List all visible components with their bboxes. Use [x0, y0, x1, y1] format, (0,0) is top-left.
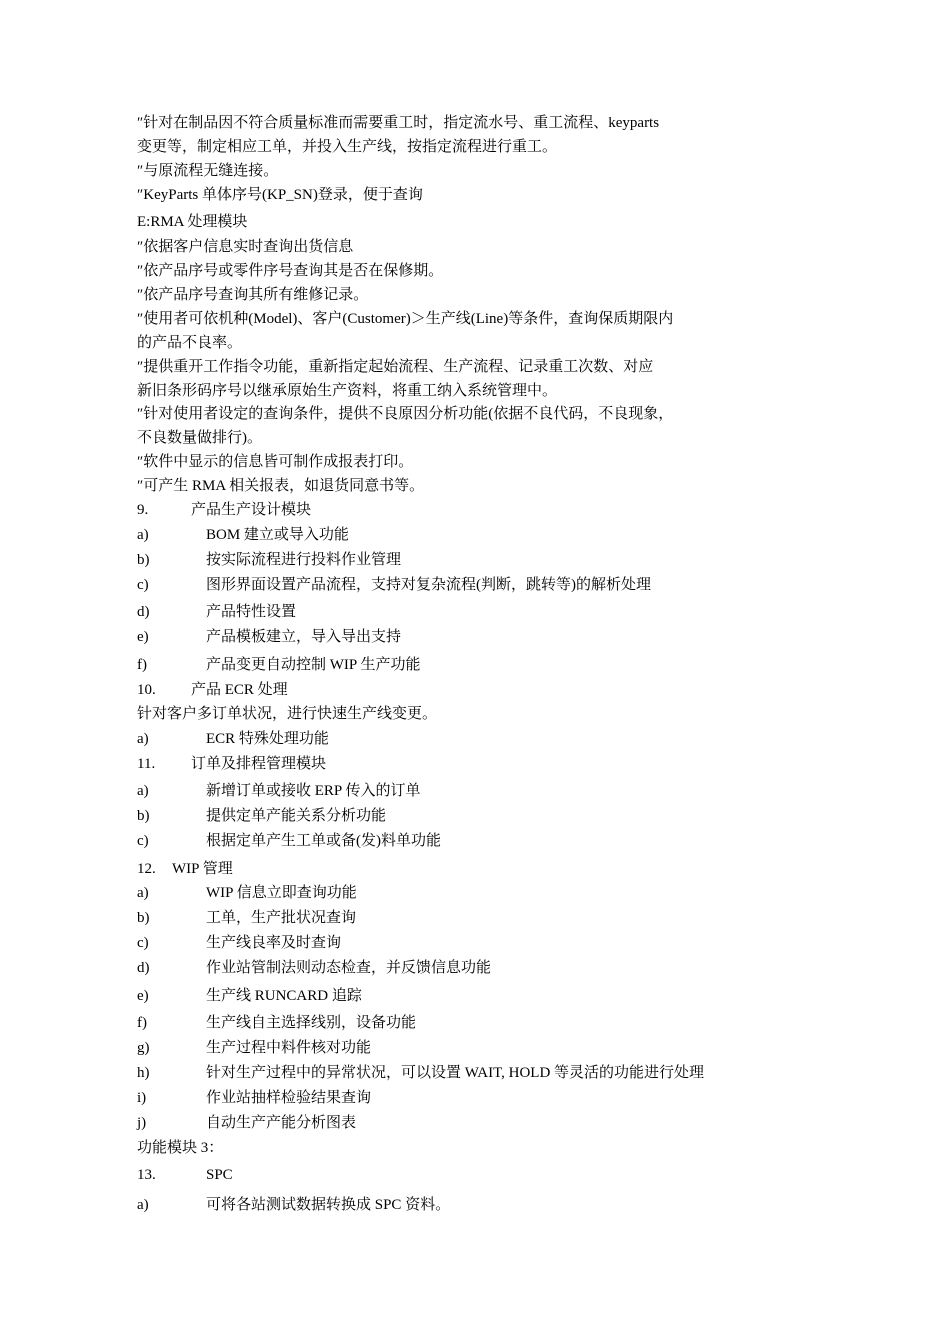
text-line: ″依据客户信息实时查询出货信息: [137, 239, 354, 255]
item-marker: a): [137, 885, 149, 901]
text-line: ″与原流程无缝连接。: [137, 163, 279, 179]
item-marker: c): [137, 833, 149, 849]
section-title: SPC: [206, 1167, 233, 1183]
section-number: 10.: [137, 682, 156, 698]
item-marker: f): [137, 657, 147, 673]
item-text: 生产线良率及时查询: [206, 935, 342, 951]
text-line: ″针对使用者设定的查询条件，提供不良原因分析功能(依据不良代码，不良现象，: [137, 406, 674, 422]
text-line: 针对客户多订单状况，进行快速生产线变更。: [137, 706, 438, 722]
text-line: 的产品不良率。: [137, 335, 243, 351]
text-line: ″提供重开工作指令功能，重新指定起始流程、生产流程、记录重工次数、对应: [137, 359, 654, 375]
text-line: ″软件中显示的信息皆可制作成报表打印。: [137, 454, 414, 470]
item-text: 自动生产产能分析图表: [206, 1115, 357, 1131]
section-title: 产品生产设计模块: [191, 502, 312, 518]
item-marker: e): [137, 988, 149, 1004]
item-marker: b): [137, 808, 150, 824]
item-text: 提供定单产能关系分析功能: [206, 808, 387, 824]
item-marker: b): [137, 552, 150, 568]
text-line: ″使用者可依机种(Model)、客户(Customer)＞生产线(Line)等条件，查询保质期限内: [137, 311, 674, 327]
item-marker: e): [137, 629, 149, 645]
item-text: 新增订单或接收 ERP 传入的订单: [206, 783, 421, 799]
item-text: BOM 建立或导入功能: [206, 527, 349, 543]
item-marker: a): [137, 1197, 149, 1213]
text-line: ″KeyParts 单体序号(KP_SN)登录，便于查询: [137, 187, 423, 203]
section-number: 11.: [137, 756, 156, 772]
text-line: 新旧条形码序号以继承原始生产资料，将重工纳入系统管理中。: [137, 383, 558, 399]
section-number: 13.: [137, 1167, 156, 1183]
item-text: 工单，生产批状况查询: [206, 910, 357, 926]
item-text: 生产线 RUNCARD 追踪: [206, 988, 362, 1004]
item-text: 产品模板建立，导入导出支持: [206, 629, 402, 645]
text-line: ″依产品序号查询其所有维修记录。: [137, 287, 369, 303]
item-marker: c): [137, 577, 149, 593]
item-marker: a): [137, 731, 149, 747]
item-text: 图形界面设置产品流程，支持对复杂流程(判断，跳转等)的解析处理: [206, 577, 651, 593]
section-title: 订单及排程管理模块: [191, 756, 327, 772]
text-line: ″依产品序号或零件序号查询其是否在保修期。: [137, 263, 444, 279]
item-text: 按实际流程进行投料作业管理: [206, 552, 402, 568]
section-number: 12.: [137, 861, 156, 877]
item-marker: d): [137, 604, 150, 620]
item-text: ECR 特殊处理功能: [206, 731, 329, 747]
item-marker: i): [137, 1090, 147, 1106]
item-marker: a): [137, 783, 149, 799]
item-text: 生产线自主选择线别，设备功能: [206, 1015, 417, 1031]
module-heading: 功能模块 3：: [137, 1140, 224, 1156]
item-marker: h): [137, 1065, 150, 1081]
section-title: 产品 ECR 处理: [191, 682, 288, 698]
item-marker: j): [137, 1115, 147, 1131]
text-line: 不良数量做排行)。: [137, 430, 262, 446]
section-number: 9.: [137, 502, 149, 518]
item-text: 产品特性设置: [206, 604, 297, 620]
section-heading-rma: E:RMA 处理模块: [137, 214, 248, 230]
item-text: 生产过程中料件核对功能: [206, 1040, 372, 1056]
item-text: 根据定单产生工单或备(发)料单功能: [206, 833, 441, 849]
item-marker: d): [137, 960, 150, 976]
item-marker: g): [137, 1040, 150, 1056]
section-title: WIP 管理: [172, 861, 233, 877]
item-marker: a): [137, 527, 149, 543]
item-text: 作业站抽样检验结果查询: [206, 1090, 372, 1106]
item-marker: f): [137, 1015, 147, 1031]
item-text: 作业站管制法则动态检查，并反馈信息功能: [206, 960, 492, 976]
text-line: ″可产生 RMA 相关报表，如退货同意书等。: [137, 478, 425, 494]
item-text: 产品变更自动控制 WIP 生产功能: [206, 657, 421, 673]
item-marker: c): [137, 935, 149, 951]
text-line: 变更等，制定相应工单，并投入生产线，按指定流程进行重工。: [137, 139, 558, 155]
item-text: 针对生产过程中的异常状况，可以设置 WAIT, HOLD 等灵活的功能进行处理: [206, 1065, 705, 1081]
item-text: WIP 信息立即查询功能: [206, 885, 357, 901]
text-line: ″针对在制品因不符合质量标准而需要重工时，指定流水号、重工流程、keyparts: [137, 115, 660, 131]
item-marker: b): [137, 910, 150, 926]
item-text: 可将各站测试数据转换成 SPC 资料。: [206, 1197, 451, 1213]
